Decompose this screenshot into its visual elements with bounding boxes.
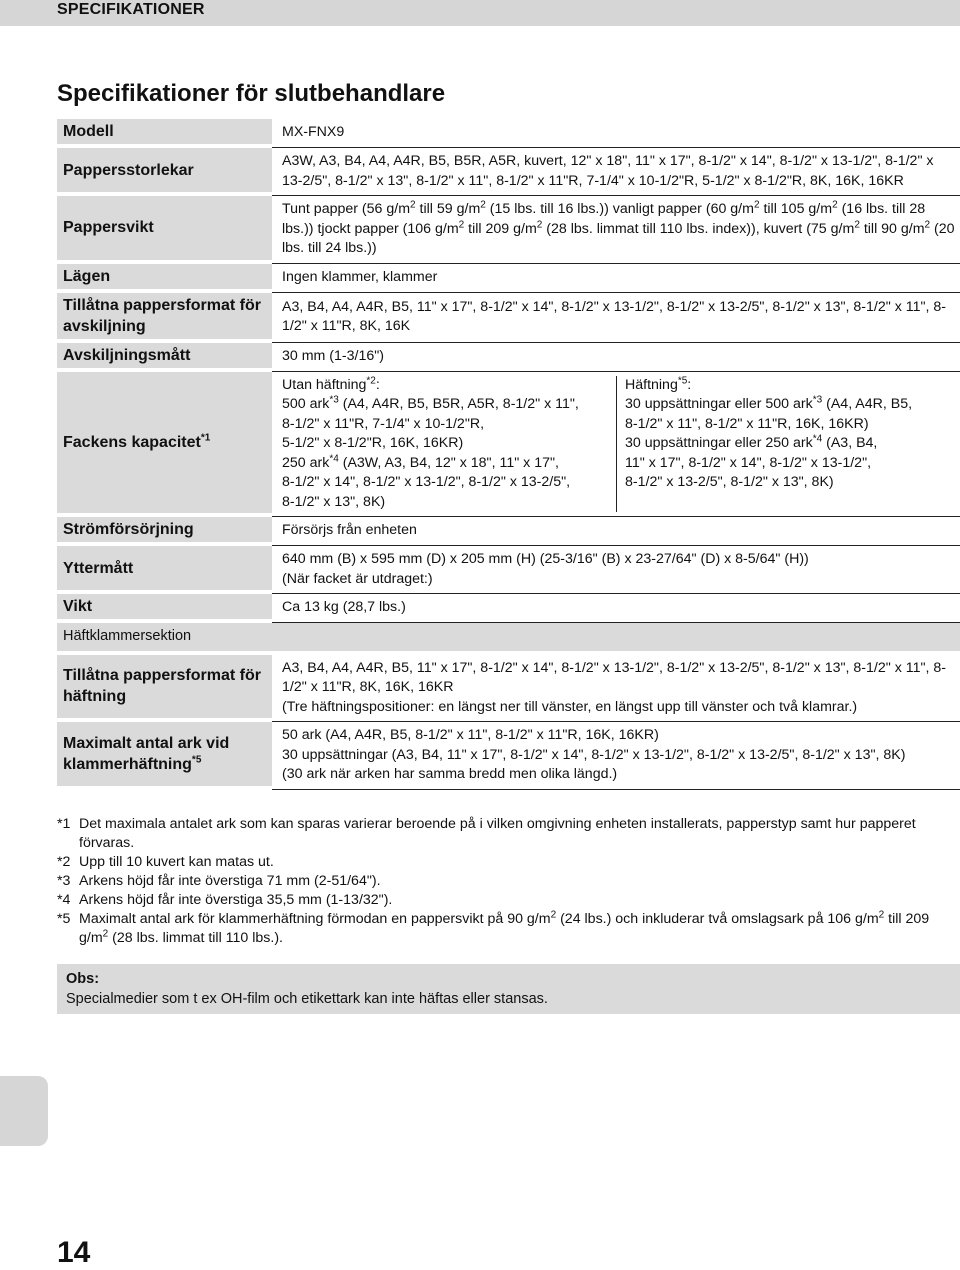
footnote-key: *2 (57, 854, 71, 870)
footnote (57, 872, 957, 891)
footnote-ref: *5 (191, 754, 202, 766)
footnote-text: Det maximala antalet ark som kan sparas varierar beroende på i vilken omgivning enheten installerats, papperstyp samt hur papperet förvaras. (79, 816, 916, 851)
table-row (57, 148, 960, 196)
text-run: (28 lbs. limmat till 110 lbs.). (108, 930, 283, 946)
page-title: Specifikationer för slutbehandlare (57, 80, 446, 107)
capacity-line: 8-1/2" x 14", 8-1/2" x 13-1/2", 8-1/2" x 13-2/5", (282, 474, 571, 490)
value-line: 640 mm (B) x 595 mm (D) x 205 mm (H) (25-3/16" (B) x 23-27/64" (D) x 8-5/64" (H)) (282, 551, 809, 567)
note-title: Obs: (66, 971, 100, 987)
chapter-tab (0, 1076, 48, 1146)
superscript: 2 (832, 199, 838, 211)
value-line: A3, B4, A4, A4R, B5, 11" x 17", 8-1/2" x 14", 8-1/2" x 13-1/2", 8-1/2" x 13-2/5", 8-1/2" x 13", 8-1/2" x 11", 8-1/2" x 11"R, 8K, 16K, 16KR (282, 659, 947, 695)
superscript: 2 (536, 218, 543, 230)
footnote-key: *5 (57, 911, 71, 927)
row-label-modell: Modell (57, 119, 272, 148)
unit: g/m (855, 911, 879, 927)
table-row (57, 293, 960, 343)
row-label-max-ark (57, 722, 272, 790)
text-run: (16 lbs. till 28 lbs.)) tjockt papper (106 (282, 201, 926, 237)
text-run: Maximalt antal ark för klammerhäftning förmodan en pappersvikt på 90 (79, 911, 527, 927)
text-run: (20 lbs. till 24 lbs.)) (282, 220, 955, 256)
unit: g/m (730, 201, 754, 217)
superscript: 2 (924, 218, 931, 230)
text-run: till 59 (415, 201, 457, 217)
superscript: 2 (458, 218, 465, 230)
superscript: 2 (550, 909, 557, 921)
label-text: Maximalt antal ark vid klammerhäftning (63, 734, 230, 773)
capacity-line (282, 454, 610, 474)
footnote-ref: *3 (329, 394, 339, 406)
section-header-label: SPECIFIKATIONER (57, 1, 205, 18)
footnote-text: Upp till 10 kuvert kan matas ut. (79, 854, 274, 870)
row-value-pappersvikt (272, 196, 960, 264)
text-run: (A3W, A3, B4, 12" x 18", 11" x 17", (338, 454, 559, 471)
capacity-line (282, 395, 610, 415)
capacity-line: 8-1/2" x 13-2/5", 8-1/2" x 13", 8K) (625, 474, 834, 490)
footnote-key: *4 (57, 892, 71, 908)
footnote (57, 910, 957, 948)
table-row (57, 594, 960, 623)
row-label-vikt: Vikt (57, 594, 272, 623)
table-row (57, 119, 960, 148)
page-number: 14 (57, 1236, 91, 1269)
footnote-ref: *5 (677, 374, 688, 386)
footnote-text: Arkens höjd får inte överstiga 35,5 mm (1-13/32"). (79, 892, 393, 908)
row-label-haftning-format: Tillåtna pappersformat för häftning (57, 655, 272, 723)
capacity-line: 5-1/2" x 8-1/2"R, 16K, 16KR) (282, 435, 464, 451)
unit: g/m (513, 220, 537, 237)
unit: g/m (434, 220, 459, 237)
text-run: 250 ark (282, 454, 330, 471)
row-value-avskiljning: A3, B4, A4, A4R, B5, 11" x 17", 8-1/2" x 14", 8-1/2" x 13-1/2", 8-1/2" x 13-2/5", 8-1/2" x 13", 8-1/2" x 11", 8-1/2" x 11"R, 8K, 16K (272, 293, 960, 343)
section-heading-haftklammer: Häftklammersektion (57, 623, 960, 655)
capacity-heading: Utan häftning$^{*2}$: (282, 374, 380, 393)
capacity-with-stapling (617, 376, 912, 513)
table-row (57, 517, 960, 546)
footnote-ref: *4 (812, 433, 823, 445)
text-run: till 90 (859, 220, 901, 237)
superscript: 2 (753, 199, 760, 211)
capacity-line: 8-1/2" x 13", 8K) (282, 493, 386, 510)
row-label-fackens-kapacitet (57, 372, 272, 518)
text-run: 30 uppsättningar eller 500 ark (625, 396, 813, 412)
table-row (57, 546, 960, 594)
note-box (57, 964, 960, 1014)
row-value-pappersstorlekar: A3W, A3, B4, A4, A4R, B5, B5R, A5R, kuvert, 12" x 18", 11" x 17", 8-1/2" x 14", 8-1/2" x 13-1/2", 8-1/2" x 13-2/5", 8-1/2" x 13", 8-1/2" x 11", 8-1/2" x 11"R, 7-1/4" x 10-1/2"R, 5-1/2" x 8-1/2"R, 8K, 16K, 16KR (272, 148, 960, 196)
superscript: 2 (410, 199, 416, 211)
unit: g/m (900, 220, 925, 237)
row-value-fackens-kapacitet (272, 372, 960, 518)
row-label-avskiljningsmatt: Avskiljningsmått (57, 343, 272, 372)
table-row (57, 343, 960, 372)
text-run: (A4, A4R, B5, (822, 396, 913, 412)
superscript: 2 (480, 199, 486, 211)
text-run: till 209 (464, 220, 514, 237)
row-value-yttermatt (272, 546, 960, 594)
table-row (57, 655, 960, 723)
superscript: 2 (102, 928, 109, 940)
footnote (57, 891, 957, 910)
capacity-line (625, 395, 912, 415)
text-run: till 105 (759, 201, 809, 217)
text-run: (28 lbs. limmat till 110 lbs. index)), kuvert (75 (542, 220, 831, 237)
row-value-haftning-format (272, 655, 960, 723)
footnote-ref: *4 (329, 452, 339, 464)
text-run: Tunt papper (56 (282, 201, 387, 217)
unit: g/m (830, 220, 855, 237)
footnotes (57, 815, 957, 948)
text-run: (A4, A4R, B5, B5R, A5R, 8-1/2" x 11", (338, 396, 579, 412)
superscript: 2 (854, 218, 860, 230)
table-row (57, 196, 960, 264)
value-line: 30 uppsättningar (A3, B4, 11" x 17", 8-1/2" x 14", 8-1/2" x 13-1/2", 8-1/2" x 13-2/5", 8-1/2" x 13", 8K) (282, 746, 906, 763)
row-value-avskiljningsmatt: 30 mm (1-3/16") (272, 343, 960, 372)
footnote-text (79, 910, 957, 948)
capacity-line (625, 434, 912, 454)
table-row (57, 372, 960, 518)
row-value-stromforsorjning: Försörjs från enheten (272, 517, 960, 546)
capacity-columns (282, 376, 956, 513)
capacity-without-stapling (282, 376, 617, 513)
footnote (57, 815, 957, 853)
text-run: till 209 (884, 911, 930, 927)
capacity-heading: Häftning$^{*5}$: (625, 374, 692, 393)
capacity-line: 8-1/2" x 11"R, 7-1/4" x 10-1/2"R, (282, 415, 485, 432)
row-value-modell: MX-FNX9 (272, 119, 960, 148)
label-text: Fackens kapacitet (63, 433, 201, 451)
unit: g/m (456, 201, 481, 217)
text-run: (15 lbs. till 16 lbs.)) vanligt papper (60 (485, 201, 731, 217)
footnote-key: *3 (57, 873, 71, 889)
unit: g/m (386, 201, 411, 217)
row-value-lagen: Ingen klammer, klammer (272, 264, 960, 293)
table-row (57, 264, 960, 293)
row-label-lagen: Lägen (57, 264, 272, 293)
value-line: (30 ark när arken har samma bredd men olika längd.) (282, 766, 618, 782)
footnote-ref: *1 (200, 432, 211, 444)
footnote-key: *1 (57, 816, 71, 832)
row-label-pappersvikt: Pappersvikt (57, 196, 272, 264)
footnote (57, 853, 957, 872)
section-row (57, 623, 960, 655)
section-header-bar (0, 0, 960, 26)
spec-table (57, 119, 960, 790)
heading-text: Häftning (625, 376, 678, 393)
row-label-pappersstorlekar: Pappersstorlekar (57, 148, 272, 196)
text-run: 30 uppsättningar eller 250 ark (625, 435, 813, 451)
value-line: (Tre häftningspositioner: en längst ner till vänster, en längst upp till vänster och två klamrar.) (282, 698, 858, 715)
unit: g/m (526, 911, 551, 927)
text-run: (24 lbs.) och inkluderar två omslagsark på 106 (556, 911, 856, 927)
note-text: Specialmedier som t ex OH-film och etikettark kan inte häftas eller stansas. (66, 991, 548, 1007)
row-label-stromforsorjning: Strömförsörjning (57, 517, 272, 546)
superscript: 2 (878, 909, 885, 921)
value-line: (När facket är utdraget:) (282, 570, 433, 587)
footnote-ref: *2 (366, 374, 376, 386)
text-run: (A3, B4, (822, 435, 878, 451)
row-value-vikt: Ca 13 kg (28,7 lbs.) (272, 594, 960, 623)
unit: g/m (79, 930, 103, 946)
row-label-yttermatt: Yttermått (57, 546, 272, 594)
unit: g/m (808, 201, 833, 217)
capacity-line: 8-1/2" x 11", 8-1/2" x 11"R, 16K, 16KR) (625, 415, 869, 432)
footnote-ref: *3 (812, 394, 823, 406)
row-label-avskiljning: Tillåtna pappersformat för avskiljning (57, 293, 272, 343)
row-value-max-ark (272, 722, 960, 790)
capacity-line: 11" x 17", 8-1/2" x 14", 8-1/2" x 13-1/2", (625, 454, 872, 471)
footnote-text: Arkens höjd får inte överstiga 71 mm (2-51/64"). (79, 873, 381, 889)
value-line: 50 ark (A4, A4R, B5, 8-1/2" x 11", 8-1/2" x 11"R, 16K, 16KR) (282, 727, 659, 743)
heading-text: Utan häftning (282, 376, 367, 393)
text-run: 500 ark (282, 396, 330, 412)
table-row (57, 722, 960, 790)
